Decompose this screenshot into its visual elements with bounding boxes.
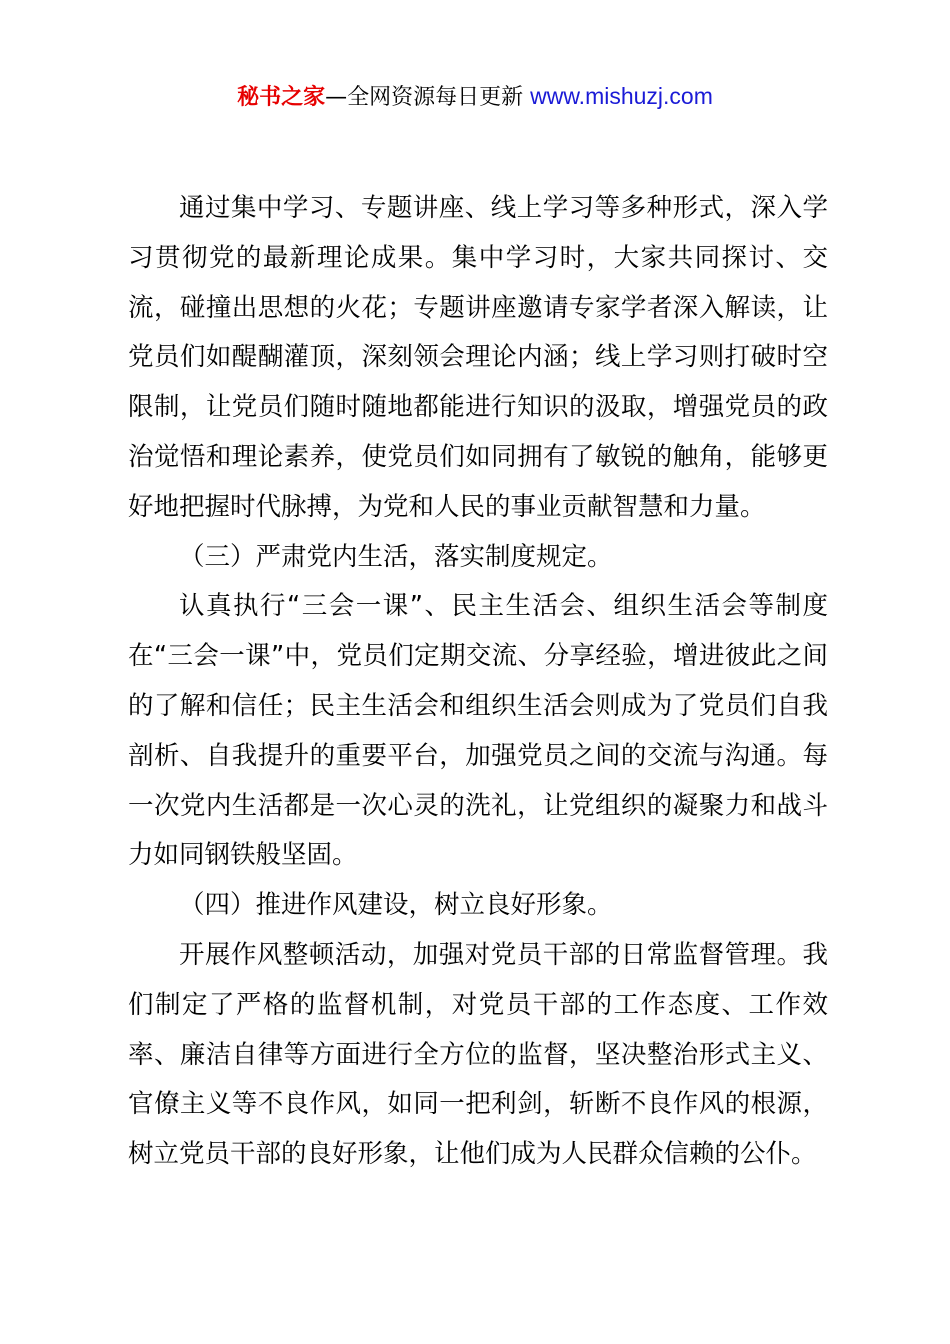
paragraph-work-style: 开展作风整顿活动，加强对党员干部的日常监督管理。我们制定了严格的监督机制，对党员干部的工作态度、工作效率、廉洁自律等方面进行全方位的监督，坚决整治形式主义、官僚主义等不良作风，如同一把利剑，斩断不良作风的根源，树立党员干部的良好形象，让他们成为人民群众信赖的公仆。 xyxy=(128,939,828,1170)
site-header xyxy=(0,78,950,116)
document-body xyxy=(128,184,828,1180)
header-tagline: —全网资源每日更新 xyxy=(325,85,524,110)
site-url-link[interactable]: www.mishuzj.com xyxy=(530,83,713,109)
section-heading-three: （三）严肃党内生活，落实制度规定。 xyxy=(179,541,613,572)
paragraph-party-life: 认真执行“三会一课”、民主生活会、组织生活会等制度在“三会一课”中，党员们定期交流、分享经验，增进彼此之间的了解和信任；民主生活会和组织生活会则成为了党员们自我剖析、自我提升的重要平台，加强党员之间的交流与沟通。每一次党内生活都是一次心灵的洗礼，让党组织的凝聚力和战斗力如同钢铁般坚固。 xyxy=(128,591,828,871)
brand-name: 秘书之家 xyxy=(237,85,326,110)
section-heading-four: （四）推进作风建设，树立良好形象。 xyxy=(179,890,613,921)
paragraph-study-methods: 通过集中学习、专题讲座、线上学习等多种形式，深入学习贯彻党的最新理论成果。集中学习时，大家共同探讨、交流，碰撞出思想的火花；专题讲座邀请专家学者深入解读，让党员们如醍醐灌顶，深刻领会理论内涵；线上学习则打破时空限制，让党员们随时随地都能进行知识的汲取，增强党员的政治觉悟和理论素养，使党员们如同拥有了敏锐的触角，能够更好地把握时代脉搏，为党和人民的事业贡献智慧和力量。 xyxy=(128,193,828,522)
